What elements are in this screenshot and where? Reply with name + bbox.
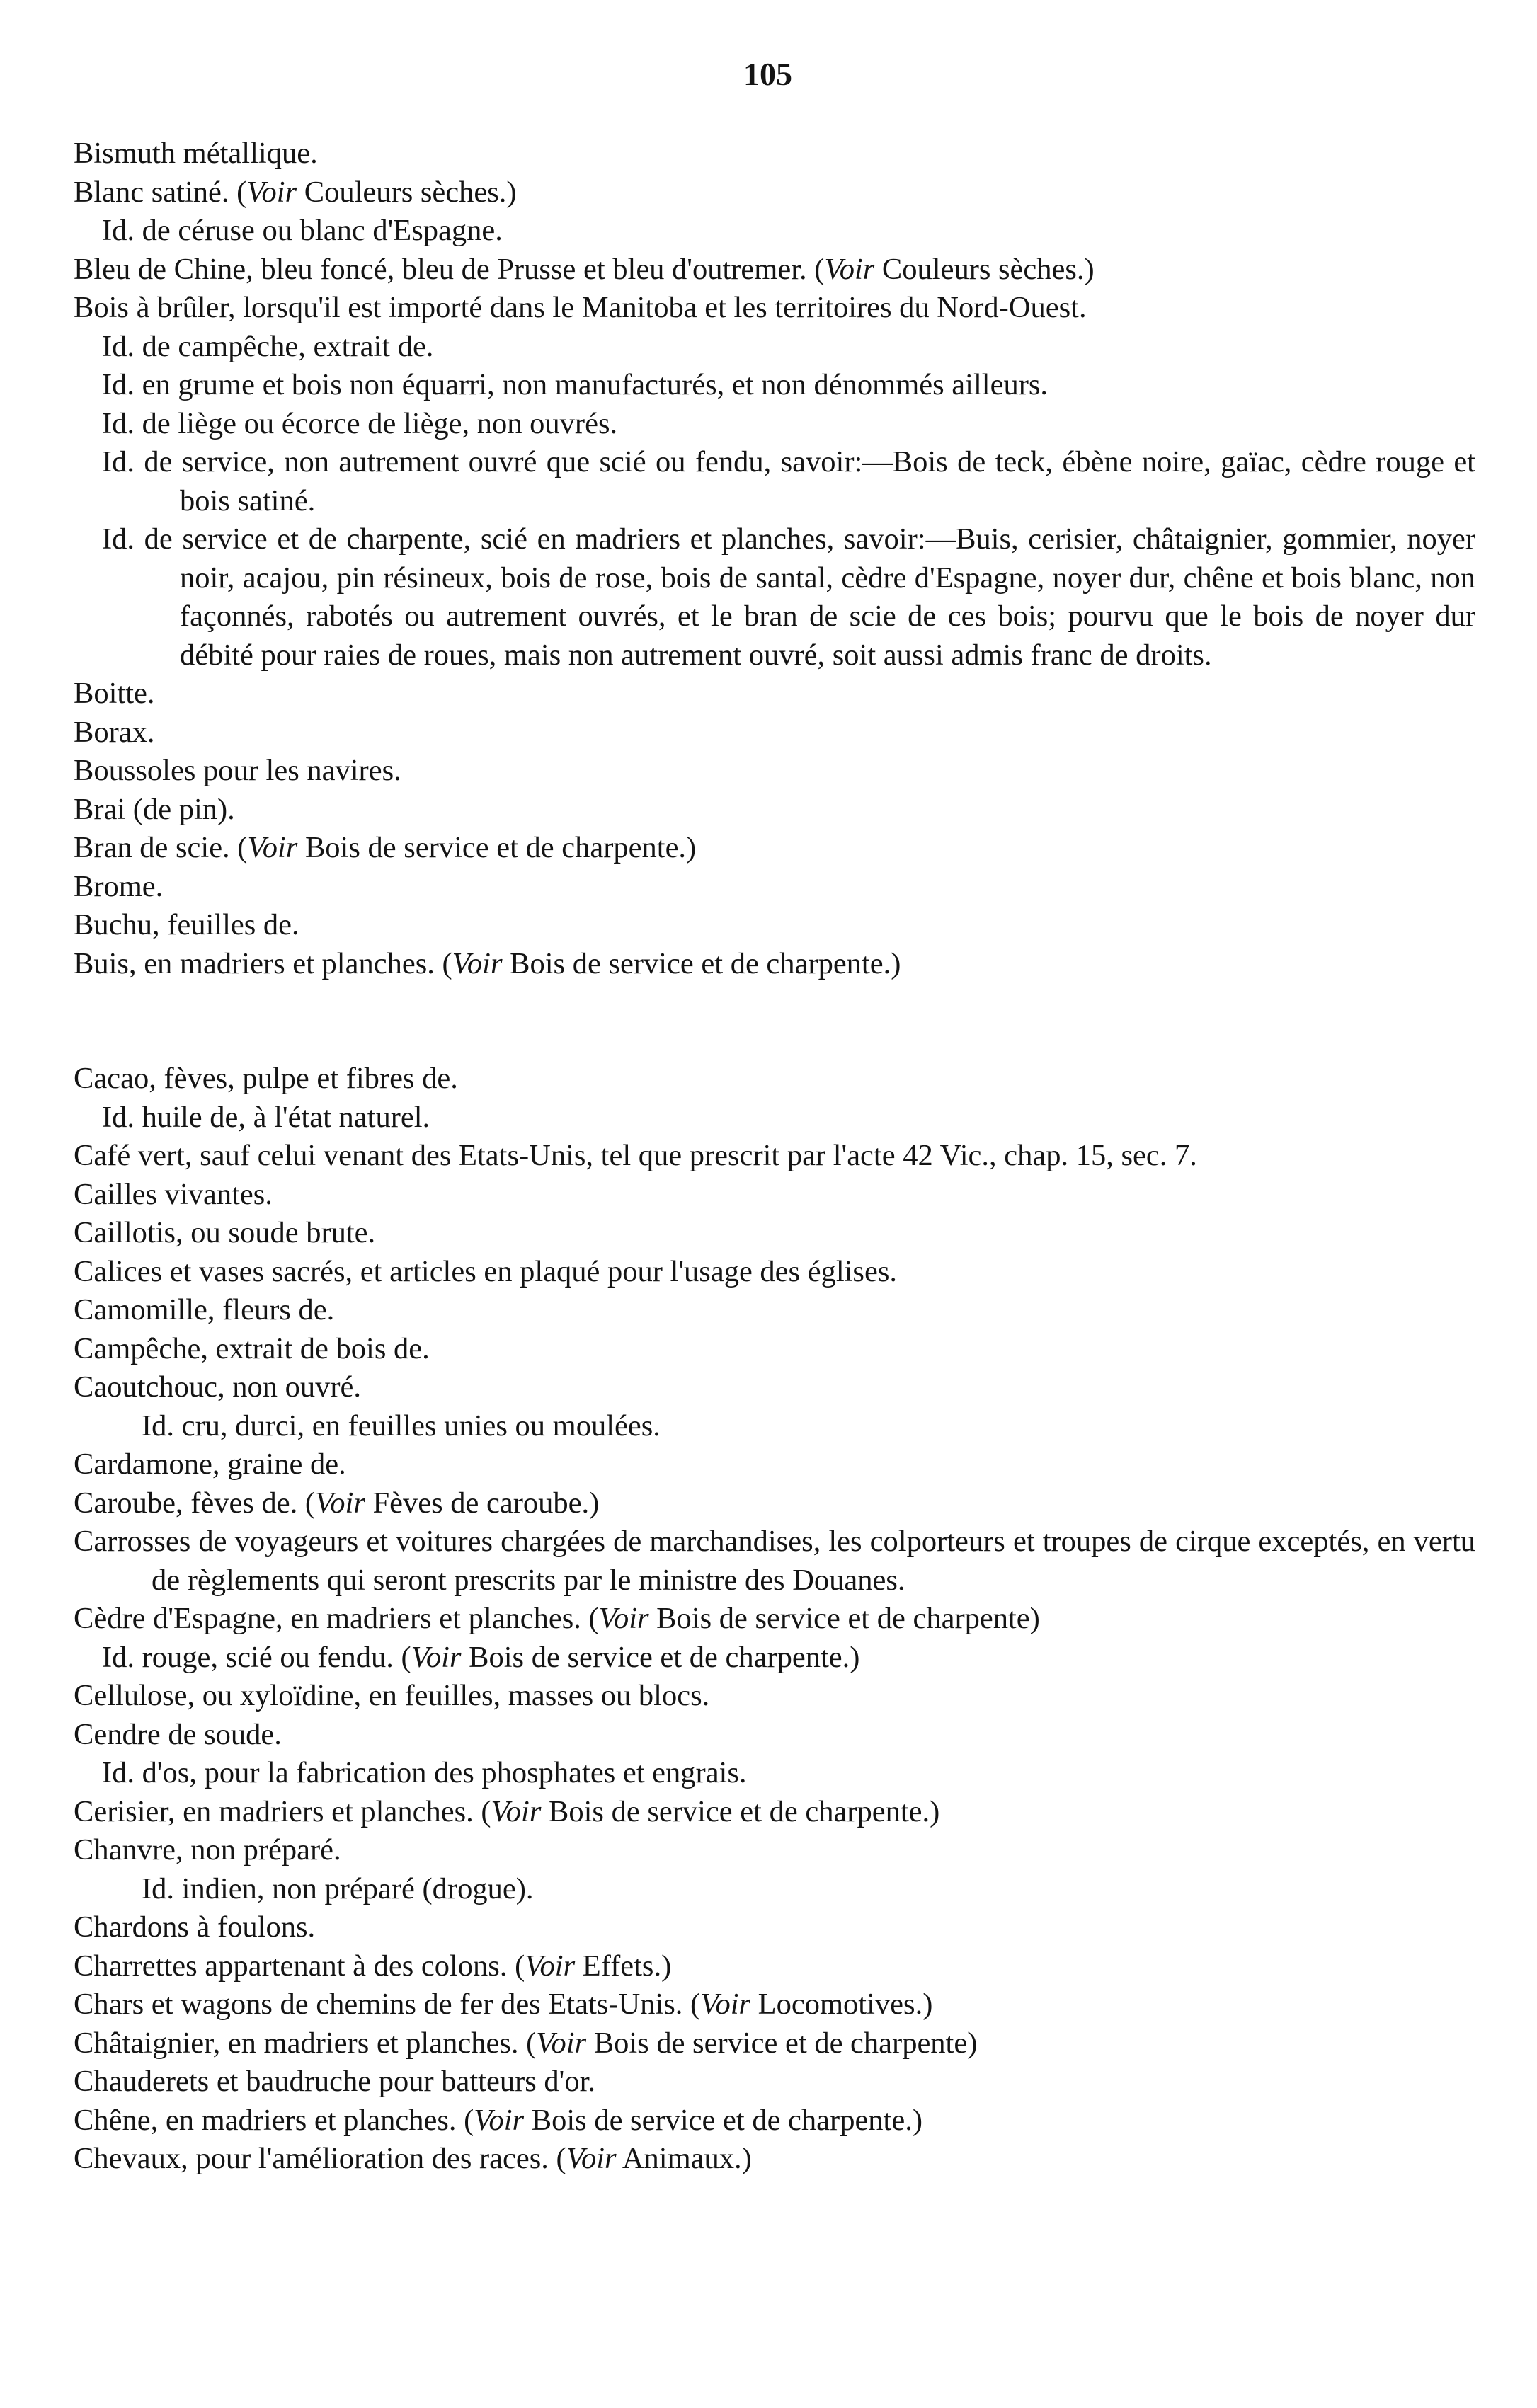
list-item xyxy=(74,945,1475,984)
entry-text: Cerisier, en madriers et planches. ( xyxy=(74,1794,491,1828)
entry-reference-text: Effets.) xyxy=(575,1949,672,1983)
list-item: Cacao, fèves, pulpe et fibres de. xyxy=(74,1062,458,1095)
list-item xyxy=(74,251,1475,289)
list-item: Id. de liège ou écorce de liège, non ouvrés. xyxy=(102,406,618,440)
voir-reference: Voir xyxy=(474,2103,525,2137)
list-item: Id. en grume et bois non équarri, non manufacturés, et non dénommés ailleurs. xyxy=(102,368,1049,401)
voir-reference: Voir xyxy=(452,946,503,980)
list-item: Id. de service, non autrement ouvré que scié ou fendu, savoir:—Bois de teck, ébène noire, gaïac, cèdre rouge et bois satiné. xyxy=(102,445,1475,517)
entry-reference-text: Bois de service et de charpente.) xyxy=(461,1640,860,1674)
list-item: Id. de campêche, extrait de. xyxy=(102,329,434,363)
entry-reference-text: Locomotives.) xyxy=(750,1988,933,2021)
list-item: Bois à brûler, lorsqu'il est importé dans le Manitoba et les territoires du Nord-Ouest. xyxy=(74,291,1087,324)
voir-reference: Voir xyxy=(566,2142,617,2175)
list-item: Id. de service et de charpente, scié en madriers et planches, savoir:—Buis, cerisier, châtaignier, gommier, noyer noir, acajou, pin résineux, bois de rose, bois de santal, cèdre d'Espagne, noyer dur, chêne et bois blanc, non façonnés, rabotés ou autrement ouvrés, et le bran de scie de ces bois; pourvu que le bois de noyer dur débité pour raies de roues, mais non autrement ouvré, soit aussi admis franc de droits. xyxy=(102,522,1475,672)
section-c xyxy=(74,1060,1475,2179)
voir-reference: Voir xyxy=(491,1794,542,1828)
list-item: Borax. xyxy=(74,715,155,749)
entry-text: Cèdre d'Espagne, en madriers et planches. ( xyxy=(74,1602,599,1635)
section-gap xyxy=(74,983,1475,1060)
list-item: Id. indien, non préparé (drogue). xyxy=(142,1871,534,1905)
entry-reference-text: Bois de service et de charpente.) xyxy=(524,2103,923,2137)
list-item: Chanvre, non préparé. xyxy=(74,1833,341,1867)
list-item: Cendre de soude. xyxy=(74,1717,282,1751)
list-item: Id. de céruse ou blanc d'Espagne. xyxy=(102,214,503,247)
entry-reference-text: Animaux.) xyxy=(616,2142,752,2175)
list-item xyxy=(74,2140,1475,2179)
voir-reference: Voir xyxy=(700,1988,751,2021)
entry-text: Charrettes appartenant à des colons. ( xyxy=(74,1949,525,1983)
entry-reference-text: Fèves de caroube.) xyxy=(365,1486,600,1520)
voir-reference: Voir xyxy=(824,252,875,286)
entry-text: Bran de scie. ( xyxy=(74,831,248,864)
list-item xyxy=(74,1484,1475,1523)
section-b xyxy=(74,134,1475,983)
list-item: Cardamone, graine de. xyxy=(74,1447,346,1481)
list-item xyxy=(74,1947,1475,1986)
tariff-list xyxy=(74,134,1475,2179)
list-item: Brome. xyxy=(74,869,164,903)
list-item: Carrosses de voyageurs et voitures chargées de marchandises, les colporteurs et troupes de cirque exceptés, en vertu de règlements qui seront prescrits par le ministre des Douanes. xyxy=(74,1525,1475,1597)
entry-reference-text: Bois de service et de charpente.) xyxy=(541,1794,940,1828)
page-number: 105 xyxy=(743,56,792,92)
entry-text: Chêne, en madriers et planches. ( xyxy=(74,2103,474,2137)
list-item xyxy=(74,173,1475,212)
list-item: Cailles vivantes. xyxy=(74,1177,273,1211)
list-item xyxy=(74,1793,1475,1832)
entry-text: Chars et wagons de chemins de fer des Etats-Unis. ( xyxy=(74,1988,701,2021)
list-item xyxy=(74,2102,1475,2140)
list-item: Id. d'os, pour la fabrication des phosphates et engrais. xyxy=(102,1756,747,1789)
entry-text: Buis, en madriers et planches. ( xyxy=(74,946,452,980)
entry-reference-text: Couleurs sèches.) xyxy=(297,175,517,209)
list-item: Café vert, sauf celui venant des Etats-Unis, tel que prescrit par l'acte 42 Vic., chap. 15, sec. 7. xyxy=(74,1139,1197,1172)
entry-text: Caroube, fèves de. ( xyxy=(74,1486,316,1520)
list-item: Campêche, extrait de bois de. xyxy=(74,1331,430,1365)
list-item: Calices et vases sacrés, et articles en plaqué pour l'usage des églises. xyxy=(74,1254,898,1288)
voir-reference: Voir xyxy=(411,1640,462,1674)
list-item: Camomille, fleurs de. xyxy=(74,1293,335,1326)
entry-reference-text: Bois de service et de charpente) xyxy=(648,1602,1040,1635)
list-item: Bismuth métallique. xyxy=(74,137,318,170)
entry-text: Id. rouge, scié ou fendu. ( xyxy=(102,1640,411,1674)
entry-reference-text: Bois de service et de charpente) xyxy=(586,2026,978,2060)
list-item: Boitte. xyxy=(74,677,155,710)
voir-reference: Voir xyxy=(598,1602,649,1635)
list-item: Chardons à foulons. xyxy=(74,1910,316,1944)
entry-reference-text: Bois de service et de charpente.) xyxy=(502,946,901,980)
entry-text: Bleu de Chine, bleu foncé, bleu de Prusse et bleu d'outremer. ( xyxy=(74,252,825,286)
voir-reference: Voir xyxy=(247,831,298,864)
list-item: Caoutchouc, non ouvré. xyxy=(74,1370,362,1404)
voir-reference: Voir xyxy=(536,2026,587,2060)
list-item: Brai (de pin). xyxy=(74,792,235,826)
list-item: Caillotis, ou soude brute. xyxy=(74,1216,376,1249)
voir-reference: Voir xyxy=(525,1949,576,1983)
list-item: Boussoles pour les navires. xyxy=(74,754,401,787)
list-item: Chauderets et baudruche pour batteurs d'or. xyxy=(74,2065,596,2098)
list-item xyxy=(74,1985,1475,2024)
list-item xyxy=(74,1639,1475,1678)
list-item xyxy=(74,2024,1475,2063)
entry-reference-text: Bois de service et de charpente.) xyxy=(297,831,697,864)
list-item: Id. huile de, à l'état naturel. xyxy=(102,1100,430,1134)
voir-reference: Voir xyxy=(315,1486,365,1520)
list-item xyxy=(74,1600,1475,1639)
entry-text: Blanc satiné. ( xyxy=(74,175,247,209)
entry-text: Châtaignier, en madriers et planches. ( xyxy=(74,2026,537,2060)
entry-reference-text: Couleurs sèches.) xyxy=(874,252,1095,286)
list-item xyxy=(74,829,1475,868)
list-item: Cellulose, ou xyloïdine, en feuilles, masses ou blocs. xyxy=(74,1679,710,1712)
voir-reference: Voir xyxy=(246,175,297,209)
list-item: Buchu, feuilles de. xyxy=(74,908,299,941)
entry-text: Chevaux, pour l'amélioration des races. ( xyxy=(74,2142,566,2175)
list-item: Id. cru, durci, en feuilles unies ou moulées. xyxy=(142,1409,661,1443)
